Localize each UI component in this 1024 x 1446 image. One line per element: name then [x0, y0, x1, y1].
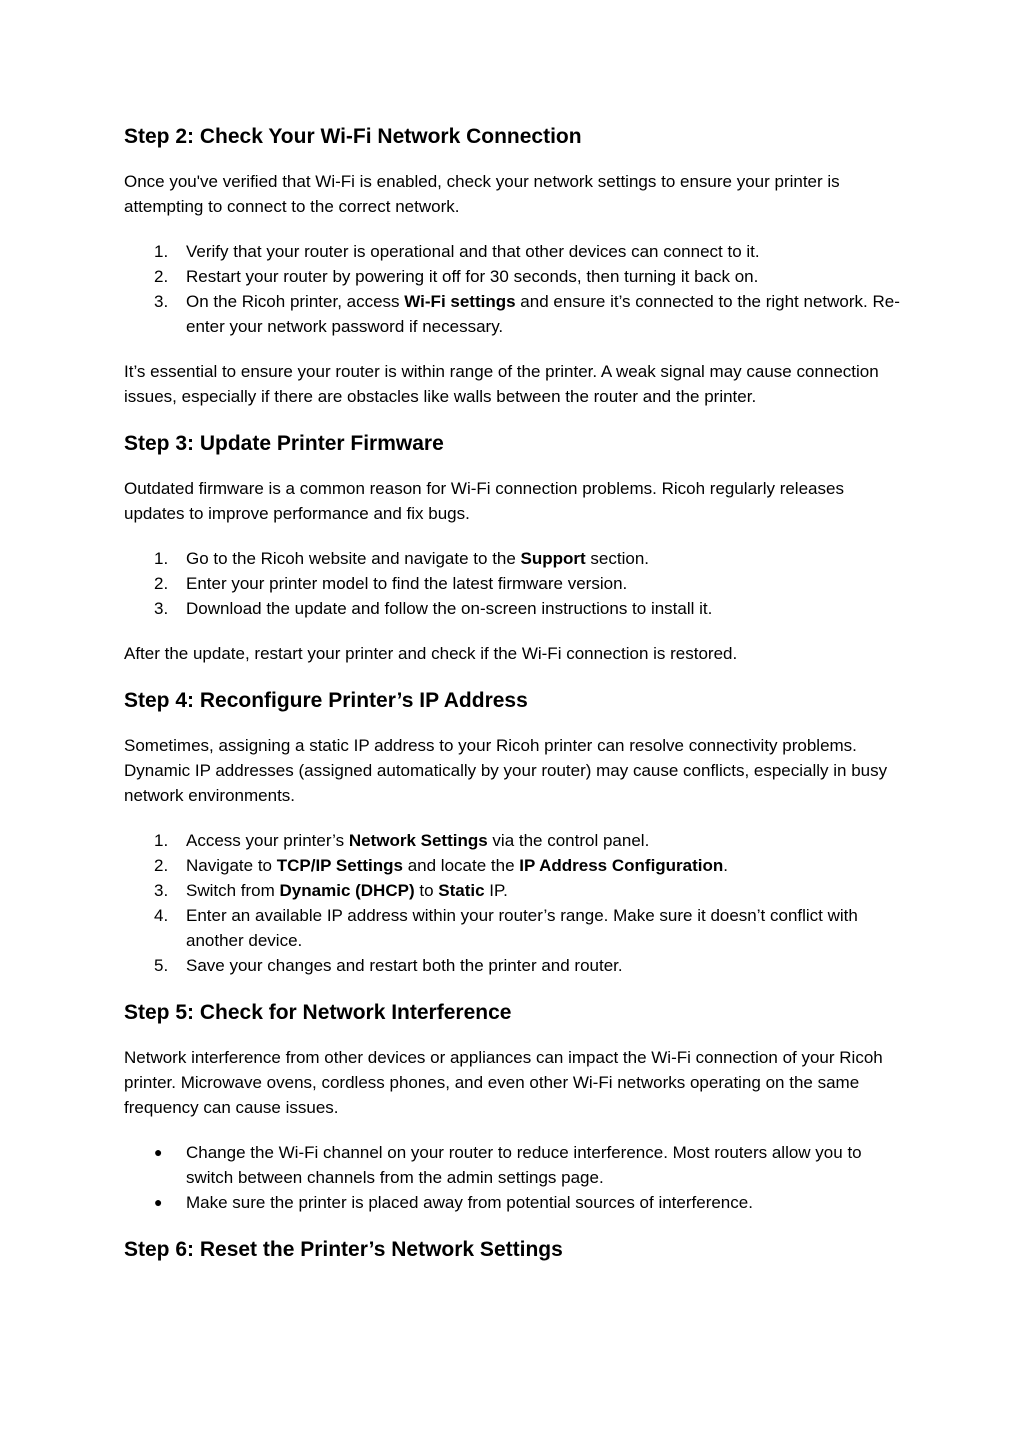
list-item-text: and ensure it’s connected to the right network. Re-enter your network password if necessary.	[186, 292, 900, 336]
list-marker: 2.	[154, 267, 169, 286]
section-intro-step-5: Network interference from other devices or appliances can impact the Wi-Fi connection of your Ricoh printer. Microwave ovens, cordless phones, and even other Wi-Fi networks operating on the same frequency can cause issues.	[124, 1048, 883, 1117]
bullet-marker: ●	[154, 1194, 163, 1210]
list-item-text: IP.	[484, 881, 508, 900]
bullet-list-step-5	[124, 1140, 904, 1215]
list-marker: 1.	[154, 831, 169, 850]
list-marker: 1.	[154, 549, 169, 568]
bold-term: IP Address Configuration	[519, 856, 724, 875]
list-item	[124, 953, 904, 978]
list-marker: 3.	[154, 881, 169, 900]
list-item	[124, 289, 904, 339]
list-item	[124, 571, 904, 596]
section-intro-step-4: Sometimes, assigning a static IP address to your Ricoh printer can resolve connectivity problems. Dynamic IP addresses (assigned automatically by your router) may cause conflicts, especially in busy network environments.	[124, 736, 888, 805]
list-item-text: and locate the	[403, 856, 520, 875]
list-item	[124, 1190, 904, 1215]
bold-term: Wi-Fi settings	[404, 292, 516, 311]
list-item-text: On the Ricoh printer, access	[186, 292, 405, 311]
list-item-text: via the control panel.	[487, 831, 650, 850]
section-heading-step-5: Step 5: Check for Network Interference	[124, 1001, 512, 1024]
list-item-text: Enter your printer model to find the latest firmware version.	[186, 574, 628, 593]
list-item	[124, 596, 904, 621]
list-item-text: Verify that your router is operational and that other devices can connect to it.	[186, 242, 760, 261]
list-item-text: section.	[585, 549, 650, 568]
list-item	[124, 239, 904, 264]
list-item-text: Enter an available IP address within your router’s range. Make sure it doesn’t conflict with another device.	[186, 906, 858, 950]
list-item-text: Save your changes and restart both the printer and router.	[186, 956, 623, 975]
list-item	[124, 1140, 904, 1190]
list-item-text: to	[414, 881, 439, 900]
list-marker: 3.	[154, 292, 169, 311]
bold-term: Static	[438, 881, 485, 900]
list-marker: 4.	[154, 906, 169, 925]
bold-term: Network Settings	[348, 831, 488, 850]
list-item-text: Restart your router by powering it off for 30 seconds, then turning it back on.	[186, 267, 759, 286]
list-marker: 2.	[154, 574, 169, 593]
bold-term: Dynamic (DHCP)	[279, 881, 415, 900]
list-item-text: .	[723, 856, 729, 875]
bold-term: Support	[520, 549, 586, 568]
section-intro-step-3: Outdated firmware is a common reason for Wi-Fi connection problems. Ricoh regularly releases updates to improve performance and fix bugs.	[124, 479, 844, 523]
section-outro-step-2: It’s essential to ensure your router is within range of the printer. A weak signal may cause connection issues, especially if there are obstacles like walls between the router and the printer.	[124, 362, 879, 406]
section-outro-step-3: After the update, restart your printer and check if the Wi-Fi connection is restored.	[124, 644, 738, 663]
list-marker: 5.	[154, 956, 169, 975]
list-item-text: Navigate to	[186, 856, 277, 875]
list-item-text: Go to the Ricoh website and navigate to the	[186, 549, 521, 568]
ordered-list-step-2	[124, 239, 904, 339]
section-heading-step-4: Step 4: Reconfigure Printer’s IP Address	[124, 689, 528, 712]
section-heading-step-6: Step 6: Reset the Printer’s Network Settings	[124, 1238, 563, 1261]
list-item	[124, 546, 904, 571]
list-item-text: Switch from	[186, 881, 280, 900]
list-item-text: Download the update and follow the on-screen instructions to install it.	[186, 599, 713, 618]
list-item	[124, 853, 904, 878]
ordered-list-step-4	[124, 828, 904, 978]
list-item	[124, 828, 904, 853]
list-marker: 2.	[154, 856, 169, 875]
list-item-text: Make sure the printer is placed away from potential sources of interference.	[186, 1193, 753, 1212]
list-item	[124, 264, 904, 289]
section-heading-step-2: Step 2: Check Your Wi-Fi Network Connection	[124, 125, 582, 148]
bullet-marker: ●	[154, 1144, 163, 1160]
ordered-list-step-3	[124, 546, 904, 621]
section-heading-step-3: Step 3: Update Printer Firmware	[124, 432, 444, 455]
list-marker: 3.	[154, 599, 169, 618]
section-intro-step-2: Once you've verified that Wi-Fi is enabled, check your network settings to ensure your printer is attempting to connect to the correct network.	[124, 172, 840, 216]
list-item-text: Access your printer’s	[186, 831, 349, 850]
list-marker: 1.	[154, 242, 169, 261]
list-item-text: Change the Wi-Fi channel on your router to reduce interference. Most routers allow you to switch between channels from the admin settings page.	[186, 1143, 862, 1187]
list-item	[124, 903, 904, 953]
bold-term: TCP/IP Settings	[276, 856, 403, 875]
list-item	[124, 878, 904, 903]
document-page	[124, 122, 904, 1265]
